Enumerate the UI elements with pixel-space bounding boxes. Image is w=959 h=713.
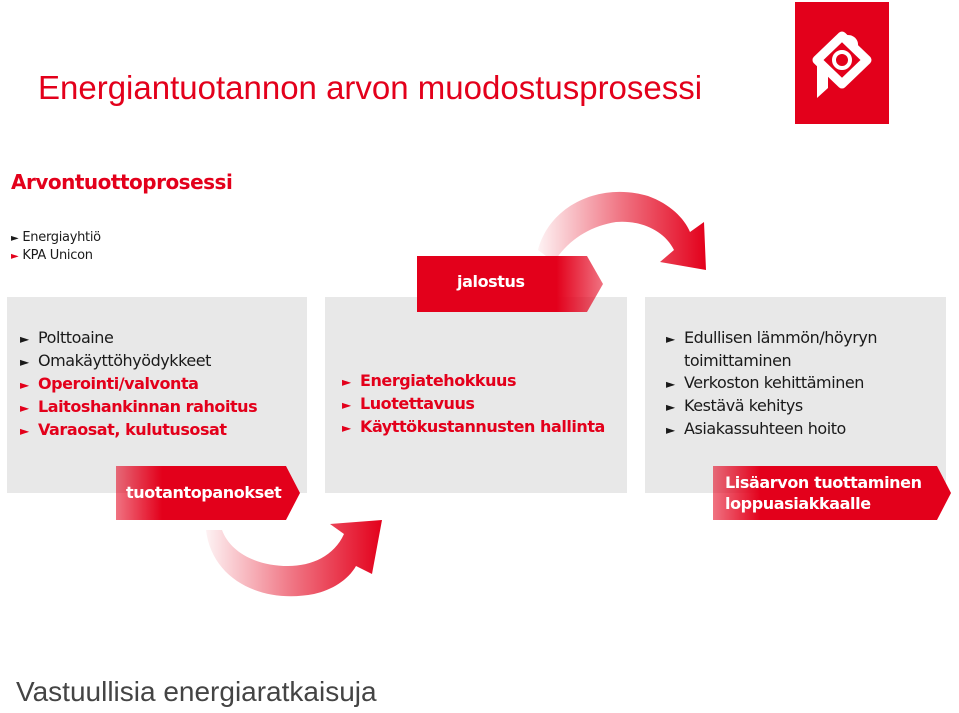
curved-arrow-bottom-icon	[206, 520, 382, 596]
triangle-bullet-icon: ►	[20, 424, 29, 438]
triangle-bullet-icon: ►	[666, 332, 675, 346]
company-label: KPA Unicon	[22, 248, 93, 263]
list-item: ► Luotettavuus	[342, 393, 605, 416]
list-item: ► Operointi/valvonta	[20, 373, 257, 396]
tag-refining	[417, 256, 603, 312]
triangle-bullet-icon: ►	[342, 421, 351, 435]
tag-label-line1: Lisäarvon tuottaminen	[725, 473, 922, 492]
triangle-bullet-icon: ►	[666, 400, 675, 414]
list-item: ► Käyttökustannusten hallinta	[342, 416, 605, 439]
inputs-list	[20, 327, 257, 442]
list-item: ► Polttoaine	[20, 327, 257, 350]
list-item: ► Kestävä kehitys	[666, 395, 936, 418]
triangle-bullet-icon: ►	[20, 332, 29, 346]
tag-label: jalostus	[457, 272, 525, 291]
list-item: ► Omakäyttöhyödykkeet	[20, 350, 257, 373]
page-title: Energiantuotannon arvon muodostusprosessi	[38, 69, 703, 106]
triangle-bullet-icon: ►	[342, 375, 351, 389]
triangle-bullet-icon: ►	[11, 233, 19, 244]
triangle-bullet-icon: ►	[342, 398, 351, 412]
tag-label-line2: loppuasiakkaalle	[725, 494, 871, 513]
tag-label: tuotantopanokset	[126, 483, 282, 502]
triangle-bullet-icon: ►	[20, 378, 29, 392]
footer-tagline: Vastuullisia energiaratkaisuja	[16, 676, 377, 707]
company-label: Energiayhtiö	[22, 230, 101, 245]
list-item: ► Asiakassuhteen hoito	[666, 418, 936, 441]
list-item: ► Varaosat, kulutusosat	[20, 419, 257, 442]
list-item-continuation: toimittaminen	[684, 351, 792, 370]
triangle-bullet-icon: ►	[20, 355, 29, 369]
triangle-bullet-icon: ►	[666, 377, 675, 391]
tag-inputs	[116, 466, 300, 520]
list-item: ► Laitoshankinnan rahoitus	[20, 396, 257, 419]
triangle-bullet-icon: ►	[666, 423, 675, 437]
tag-value	[713, 466, 951, 520]
refining-list	[342, 370, 605, 439]
triangle-bullet-icon: ►	[11, 251, 19, 262]
list-item: ► Verkoston kehittäminen	[666, 372, 936, 395]
value-list	[666, 327, 936, 441]
list-item: ► Edullisen lämmön/höyryn	[666, 327, 936, 350]
process-heading: Arvontuottoprosessi	[11, 170, 233, 194]
list-item: ► Energiatehokkuus	[342, 370, 605, 393]
triangle-bullet-icon: ►	[20, 401, 29, 415]
